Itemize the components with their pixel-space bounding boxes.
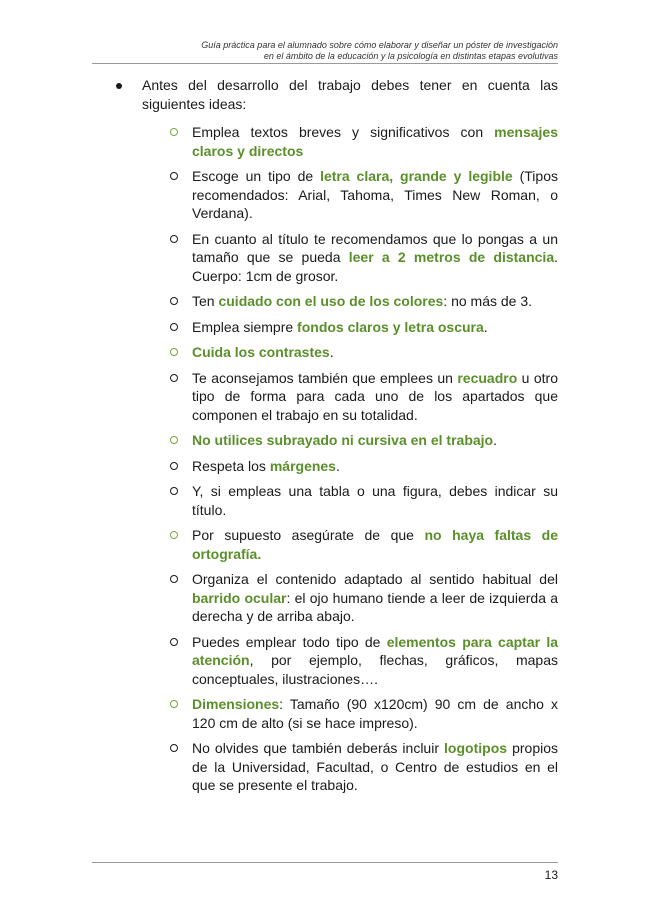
list-item — [166, 457, 558, 476]
list-item — [166, 292, 558, 311]
highlighted-text: letra clara, grande y legible — [320, 168, 513, 184]
item-text: Respeta los — [192, 457, 270, 474]
hollow-circle-bullet-icon — [170, 487, 178, 495]
page-number: 13 — [544, 868, 558, 882]
list-item — [166, 633, 558, 689]
header-divider — [92, 63, 558, 64]
item-text: . — [329, 344, 334, 360]
hollow-circle-bullet-icon — [170, 348, 178, 356]
item-text: (Tipos recomendados: Arial, Tahoma, Times New Roman, o Verdana). — [192, 168, 558, 221]
item-text: . — [493, 432, 497, 448]
running-header-line-2: en el ámbito de la educación y la psicología en distintas etapas evolutivas — [263, 51, 558, 61]
recommendations-list — [114, 123, 558, 795]
item-text: Ten — [192, 293, 219, 309]
hollow-circle-bullet-icon — [170, 323, 178, 331]
item-text: . — [335, 457, 340, 474]
list-item — [166, 482, 558, 519]
hollow-circle-bullet-icon — [170, 128, 178, 136]
highlighted-text: no haya faltas de ortografía. — [192, 527, 558, 562]
list-item — [166, 431, 558, 450]
item-text: Y, si empleas una tabla o una figura, debes indicar su título. — [192, 483, 558, 518]
item-text: , por ejemplo, flechas, gráficos, mapas conceptuales, ilustraciones…. — [192, 652, 558, 687]
list-item — [166, 318, 558, 337]
hollow-circle-bullet-icon — [170, 436, 178, 444]
list-item — [166, 123, 558, 160]
item-text: Escoge un tipo de — [192, 168, 321, 184]
list-item — [166, 230, 558, 286]
highlighted-text: elementos para captar la atención — [192, 633, 558, 668]
item-text: : no más de 3. — [443, 293, 533, 309]
item-text: . — [483, 318, 488, 335]
hollow-circle-bullet-icon — [170, 744, 178, 752]
highlighted-text: cuidado con el uso de los colores — [218, 293, 444, 309]
item-text: : el ojo humano tiende a leer de izquierda a derecha y de arriba abajo. — [192, 589, 558, 624]
item-text: : Tamaño (90 x120cm) 90 cm de ancho x 120 cm de alto (si se hace impreso). — [192, 696, 558, 731]
footer-divider — [92, 862, 558, 863]
list-item — [166, 343, 558, 362]
item-text: Te aconsejamos también que emplees un — [192, 369, 458, 386]
item-text: Por supuesto asegúrate de que — [192, 527, 425, 543]
highlighted-text: barrido ocular — [192, 589, 287, 606]
list-item — [166, 739, 558, 795]
highlighted-text: Dimensiones — [192, 696, 280, 712]
item-text: u otro tipo de forma para cada uno de los apartados que componen el trabajo en su totalidad. — [192, 369, 558, 423]
highlighted-text: márgenes — [269, 457, 336, 474]
highlighted-text: Cuida los contrastes — [192, 344, 330, 360]
item-text: Emplea textos breves y significativos con — [192, 124, 495, 140]
list-item — [166, 526, 558, 563]
highlighted-text: recuadro — [457, 369, 518, 386]
highlighted-text: mensajes claros y directos — [192, 124, 558, 159]
list-item — [166, 570, 558, 626]
item-text: No olvides que también deberás incluir — [192, 740, 445, 756]
bullet-icon — [116, 83, 122, 89]
highlighted-text: No utilices subrayado ni cursiva en el trabajo — [192, 432, 494, 448]
main-content — [114, 76, 558, 802]
hollow-circle-bullet-icon — [170, 462, 178, 470]
list-item — [166, 369, 558, 425]
running-header-line-1: Guía práctica para el alumnado sobre cómo elaborar y diseñar un póster de investigación — [201, 40, 558, 50]
hollow-circle-bullet-icon — [170, 700, 178, 708]
highlighted-text: logotipos — [444, 740, 508, 756]
item-text: En cuanto al título te recomendamos que lo pongas a un tamaño que se pueda — [192, 230, 558, 265]
item-text: Puedes emplear todo tipo de — [192, 633, 387, 650]
hollow-circle-bullet-icon — [170, 531, 178, 539]
hollow-circle-bullet-icon — [170, 374, 178, 382]
running-header — [78, 40, 558, 62]
highlighted-text: leer a 2 metros de distancia — [348, 249, 555, 265]
item-text: Organiza el contenido adaptado al sentido habitual del — [192, 571, 558, 587]
list-item — [166, 695, 558, 732]
item-text: propios de la Universidad, Facultad, o Centro de estudios en el que se presente el trabajo. — [192, 740, 559, 793]
intro-text: Antes del desarrollo del trabajo debes tener en cuenta las siguientes ideas: — [142, 77, 558, 112]
item-text: . Cuerpo: 1cm de grosor. — [192, 249, 559, 284]
hollow-circle-bullet-icon — [170, 638, 178, 646]
item-text: Emplea siempre — [192, 318, 298, 335]
list-item — [166, 167, 558, 223]
hollow-circle-bullet-icon — [170, 235, 178, 243]
hollow-circle-bullet-icon — [170, 575, 178, 583]
highlighted-text: fondos claros y letra oscura — [297, 318, 484, 335]
intro-list-item — [114, 76, 558, 113]
hollow-circle-bullet-icon — [170, 297, 178, 305]
hollow-circle-bullet-icon — [170, 172, 178, 180]
